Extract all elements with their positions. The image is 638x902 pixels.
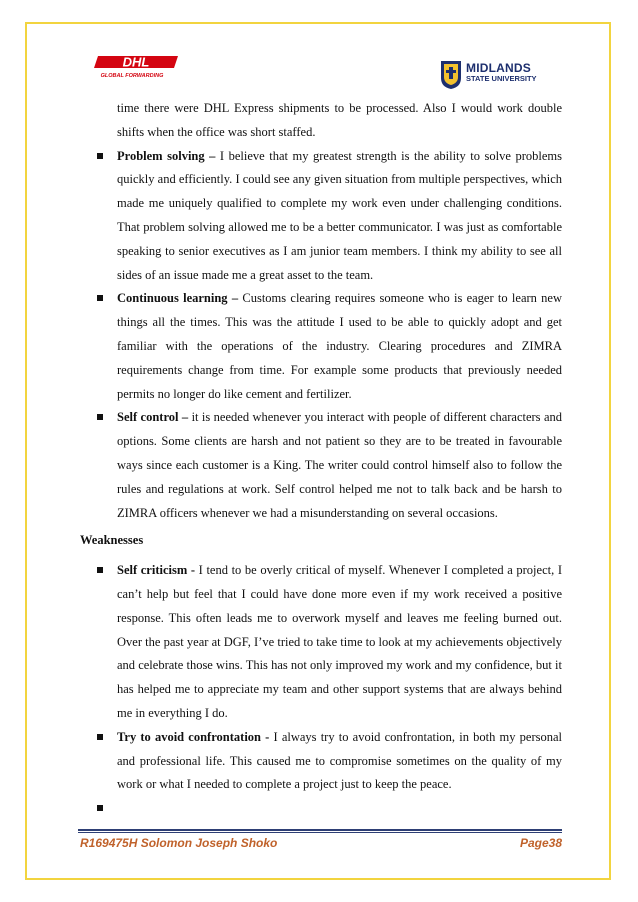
university-crest-icon xyxy=(440,60,462,90)
list-item-text: I always try to avoid confrontation, in both my personal and professional life. This caused me to compromise sometimes on the quality of my work or what I needed to complete a project just to keep the peace. xyxy=(117,729,562,792)
list-item-title: Self criticism - xyxy=(117,563,196,578)
bullet-square-icon xyxy=(97,153,103,159)
list-item xyxy=(80,406,562,525)
list-item xyxy=(80,726,562,797)
document-body xyxy=(80,97,562,821)
dhl-logo xyxy=(88,52,180,82)
msu-logo-subtitle: STATE UNIVERSITY xyxy=(466,74,537,83)
list-item-title: Self control – xyxy=(117,410,189,425)
bullet-square-icon xyxy=(97,414,103,420)
bullet-square-icon xyxy=(97,805,103,811)
dhl-logo-subtext: GLOBAL FORWARDING xyxy=(100,73,164,79)
section-heading-weaknesses: Weaknesses xyxy=(80,533,144,548)
bullet-square-icon xyxy=(97,567,103,573)
list-item-text: I tend to be overly critical of myself. Whenever I completed a project, I can’t help but feel that I could have done more even if my work received a positive response. This often leads me to overwork myself and leaves me feeling burned out. Over the past year at DGF, I’ve tried to take time to look at my achievements objectively and celebrate those wins. This has not only improved my work and my confidence, but it has helped me to appreciate my team and other support systems that are always behind me in everything I do. xyxy=(117,563,562,720)
footer-page-number: Page38 xyxy=(519,836,562,850)
footer-rule-thin xyxy=(78,832,562,833)
footer-author: R169475H Solomon Joseph Shoko xyxy=(80,836,278,850)
list-item xyxy=(80,287,562,406)
list-item-empty xyxy=(80,797,562,821)
bullet-square-icon xyxy=(97,734,103,740)
msu-logo-name: MIDLANDS xyxy=(466,61,531,75)
list-item-title: Try to avoid confrontation - xyxy=(117,729,270,744)
list-item-title: Continuous learning – xyxy=(117,291,239,306)
paragraph-continuation: time there were DHL Express shipments to be processed. Also I would work double shifts when the office was short staffed. xyxy=(117,101,562,139)
list-item xyxy=(80,145,562,288)
list-item-text: Customs clearing requires someone who is eager to learn new things all the times. This was the attitude I used to be able to quickly adopt and get familiar with the operations of the industry. Clearing procedures and ZIMRA requirements change from time. For example some products that previously needed permits no longer do like cement and fertilizer. xyxy=(117,291,562,401)
list-item-title: Problem solving – xyxy=(117,148,216,163)
bullet-square-icon xyxy=(97,295,103,301)
footer-rule xyxy=(78,829,562,831)
list-item-text: I believe that my greatest strength is the ability to solve problems quickly and efficiently. I could see any given situation from multiple perspectives, which made me uniquely qualified to complete my work even under challenging conditions. That problem solving allowed me to be a better communicator. I was just as comfortable speaking to senior executives as I am junior team members. I think my ability to see all sides of an issue made me a great asset to the team. xyxy=(117,148,562,282)
dhl-logo-text: DHL xyxy=(122,54,150,70)
list-item xyxy=(80,559,562,726)
msu-logo xyxy=(440,60,566,90)
page-header xyxy=(0,0,638,100)
list-item-text: it is needed whenever you interact with people of different characters and options. Some clients are harsh and not patient so they are to be treated in favourable ways since each customer is a King. The writer could control himself also to follow the rules and regulations at work. Self control helped me not to talk back and be harsh to ZIMRA officers whenever we had a misunderstanding on several occasions. xyxy=(117,410,563,520)
